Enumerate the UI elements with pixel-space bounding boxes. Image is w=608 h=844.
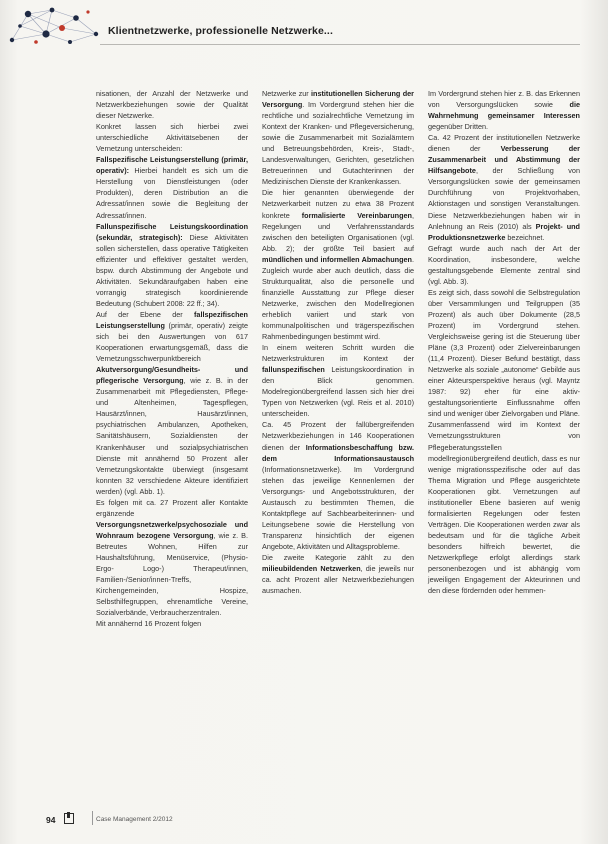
running-head: Klientnetzwerke, professionelle Netzwerke... [108,25,333,37]
text-run: Konkret lassen sich hierbei zwei unterschiedliche Aktivitätsebenen der Vernetzung unterscheiden: [96,122,248,154]
bold-text: milieubildenden Netzwerken [262,564,361,574]
text-run: Im Vordergrund stehen hier z. B. das Erkennen von Versorgungslücken sowie [428,89,580,110]
paragraph [262,552,414,596]
column-3 [428,88,580,808]
page-footer [28,815,588,829]
text-run: . Zugleich wurde aber auch deutlich, dass die Strukturqualität, also die personelle und finanzielle Ausstattung zur Pflege dieser Netzwerke, zwischen den Modellregionen erheblich variiert und stark von kommunalpolitischen und trägerspezifischen Rahmenbedingungen bestimmt wird. [262,254,414,342]
bold-text: Fallunspezifische Leistungskoordination (sekundär, strategisch): [96,221,248,242]
magazine-title: Case Management 2/2012 [96,816,173,823]
text-run: Hierbei handelt es sich um die Herstellung von Dienstleistungen (oder Produkten), deren Distribution an die Adressat/innen sowie die Begleitung der Adressat/innen. [96,166,248,220]
text-run: , der Schließung von Versorgungslücken sowie der gemeinsamen Durchführung von Projektvorhaben, Aktionstagen und sonstigen Veranstaltungen. Diese Netzwerkbeziehungen haben wir in Anlehnung an Reis (2010) als [428,166,580,231]
text-run: (primär, operativ) zeigte sich bei den Auswertungen von 617 Kooperationen erwartungsgemäß, dass die Vernetzungsschwerpunktbereich [96,320,248,364]
paragraph [428,88,580,132]
bold-text: Projekt- und Produktionsnetzwerke [428,221,580,242]
network-graphic-icon [6,4,102,48]
paragraph [96,88,248,121]
text-run: Ca. 45 Prozent der fallübergreifenden Netzwerkbeziehungen in 146 Kooperationen dienen der [262,420,414,452]
text-run: Es zeigt sich, dass sowohl die Selbstregulation über Versammlungen und Teilgruppen (35 Prozent) als auch über Dokumente (28,5 Prozent) im Vordergrund stehen. Vergleichsweise gering ist die Steuerung über Pläne (3,3 Prozent) oder Zielvereinbarungen (11,4 Prozent). Dieser Befund bestätigt, dass Netzwerke als soziale „autonome“ Gebilde aus einer Akteursperspektive heraus (vgl. Mayntz 1987: 92) eher für eine aktiv-gestaltungsorientierte Einflussnahme offen sind und weniger über Zielvorgaben und Pläne. [428,287,580,419]
paragraph [96,121,248,154]
text-run: Auf der Ebene der [96,309,194,319]
magazine-logo-icon [64,813,74,824]
text-run: Die zweite Kategorie zählt zu den [262,552,414,562]
paragraph [428,243,580,287]
column-2 [262,88,414,808]
text-run: , die jeweils nur ca. acht Prozent aller Netzwerkbeziehungen ausmachen. [262,564,415,596]
paragraph [428,132,580,242]
column-1 [96,88,248,808]
paragraph [96,497,248,619]
bold-text: institutionellen Sicherung der Versorgung [262,89,414,110]
footer-divider [92,811,93,825]
text-run: , Regelungen und Verfahrensstandards zwischen den beteiligten Organisationen (vgl. Abb. 2); der größte Teil basiert auf [262,210,415,253]
text-run: gegenüber Dritten. [428,122,489,132]
text-run: Die hier genannten überwiegende der Netzwerkarbeit nutzen zu etwa 38 Prozent konkrete [262,188,414,220]
text-run: Zusammenfassend wird im Kontext der Vernetzungsstrukturen von Pflegeberatungsstellen modellregionübergreifend deutlich, dass es nur wenige migrationsspezifische oder auf das Thema Migration und Pflege ausgerichtete Kooperationen gibt. Vernetzungen auf institutioneller Ebene basieren auf wenig formalisierten Regelungen oder festen Verträgen. Die Kooperationen werden zwar als bedeutsam und für die tägliche Arbeit besonders hilfreich bewertet, die Netzwerkpflege erfolgt allerdings stark personenbezogen und ist abhängig vom jeweiligen Engagement der Akteurinnen und den diese fördernden oder hemmen- [428,420,580,596]
paragraph [262,187,414,342]
bold-text: Fallspezifische Leistungserstellung (primär, operativ): [96,155,248,176]
article-body [96,88,584,808]
paragraph [262,88,414,187]
text-run: Netzwerke zur [262,89,312,98]
text-run: , wie z. B. in der Zusammenarbeit mit Pflegediensten, Pflege- und Altenheimen, Tagespflegen, Hausärzt/innen, Hausärzt/innen, psychiatrischen Ambulanzen, Apotheken, Sanitätshäusern, Sozialdiensten der Krankenhäuser und sozialpsychiatrischen Dienste mit annähernd 50 Prozent aller Vernetzungskontakte überwiegt (insgesamt konnten 32 verschiedene Akteure identifiziert werden) (vgl. Abb. 1). [96,376,249,496]
page-number: 94 [46,815,56,825]
text-run: bezeichnet. [505,232,545,242]
bold-text: Akutversorgung/Gesundheits- und pflegerische Versorgung [96,365,248,386]
page-header [0,0,608,52]
bold-text: Versorgungsnetzwerke/psychosoziale und Wohnraum bezogene Versorgung [96,519,248,540]
bold-text: die Wahrnehmung gemeinsamer Interessen [428,100,580,121]
bold-text: formalisierte Vereinbarungen [301,210,412,220]
text-run: Leistungskoordination in den Blick genommen. Modelregionübergreifend lassen sich hier drei Typen von Netzwerken (vgl. Reis et al. 2010) unterscheiden. [262,365,414,419]
paragraph [428,287,580,420]
text-run: Mit annähernd 16 Prozent folgen [96,619,202,629]
header-rule [100,44,580,45]
text-run: In einem weiteren Schritt wurden die Netzwerkstrukturen im Kontext der [262,343,414,364]
text-run: (Informationsnetzwerke). Im Vordergrund stehen das jeweilige Kennenlernen der Versorgungs- und Angebotsstrukturen, der Austausch zu bestimmten Themen, die Kontaktpflege auf Sachbearbeiterinnen- und Leitungsebene sowie die Herstellung von Transparenz hinsichtlich der eigenen Angebote, Aktivitäten und Alltagsprobleme. [262,464,414,551]
text-run: Diese Aktivitäten sollen sicherstellen, dass operative Tätigkeiten effizienter und effektiver gestaltet werden, bspw. durch Abstimmung der Angebote und Aktivitäten. Sekundäraufgaben haben eine vorrangig strategisch koordinierende Bedeutung (Schubert 2008: 22 ff.; 34). [96,232,248,308]
paragraph [96,309,248,497]
bold-text: mündlichen und informellen Abmachungen [262,254,412,264]
bold-text: fallspezifischen Leistungserstellung [96,309,248,330]
paragraph [96,221,248,309]
text-run: . Im Vordergrund stehen hier die rechtliche und sozialrechtliche Vernetzung im Kontext der Kranken- und Pflegeversicherung, sowie die Zusammenarbeit mit Sozialämtern und Betreuungsbehörden, Kreis-, Stadt-, Landesverwaltungen, Gerichten, gesetzlichen Betreuerinnen und Gutachterinnen der Medizinischen Dienste der Krankenkassen. [262,100,414,187]
text-run: nisationen, der Anzahl der Netzwerke und Netzwerkbeziehungen sowie der Qualität dieser Netzwerke. [96,89,248,121]
bold-text: fallunspezifischen [262,365,325,375]
text-run: Gefragt wurde auch nach der Art der Koordination, insbesondere, welche gestaltungsgebende Elemente zentral sind (vgl. Abb. 3). [428,243,580,286]
text-run: Ca. 42 Prozent der institutionellen Netzwerke dienen der [428,133,580,154]
text-run: Es folgen mit ca. 27 Prozent aller Kontakte ergänzende [96,497,248,518]
paragraph [262,342,414,419]
text-run: , wie z. B. Betreutes Wohnen, Hilfen zur Haushaltsführung, Menüservice, (Physio- Ergo- Logo-) Therapeut/innen, Familien-/Senior/innen-Treffs, Kirchengemeinden, Hospize, Selbsthilfegruppen, ehrenamtliche Vereine, Sozialverbände, Verbraucherzentralen. [96,530,248,618]
bold-text: Informationsbeschaffung bzw. dem Informationsaustausch [262,442,414,463]
paragraph [96,618,248,629]
bold-text: Verbesserung der Zusammenarbeit und Abstimmung der Hilfsangebote [428,144,580,176]
paragraph [96,154,248,220]
paragraph [428,419,580,596]
paragraph [262,419,414,552]
